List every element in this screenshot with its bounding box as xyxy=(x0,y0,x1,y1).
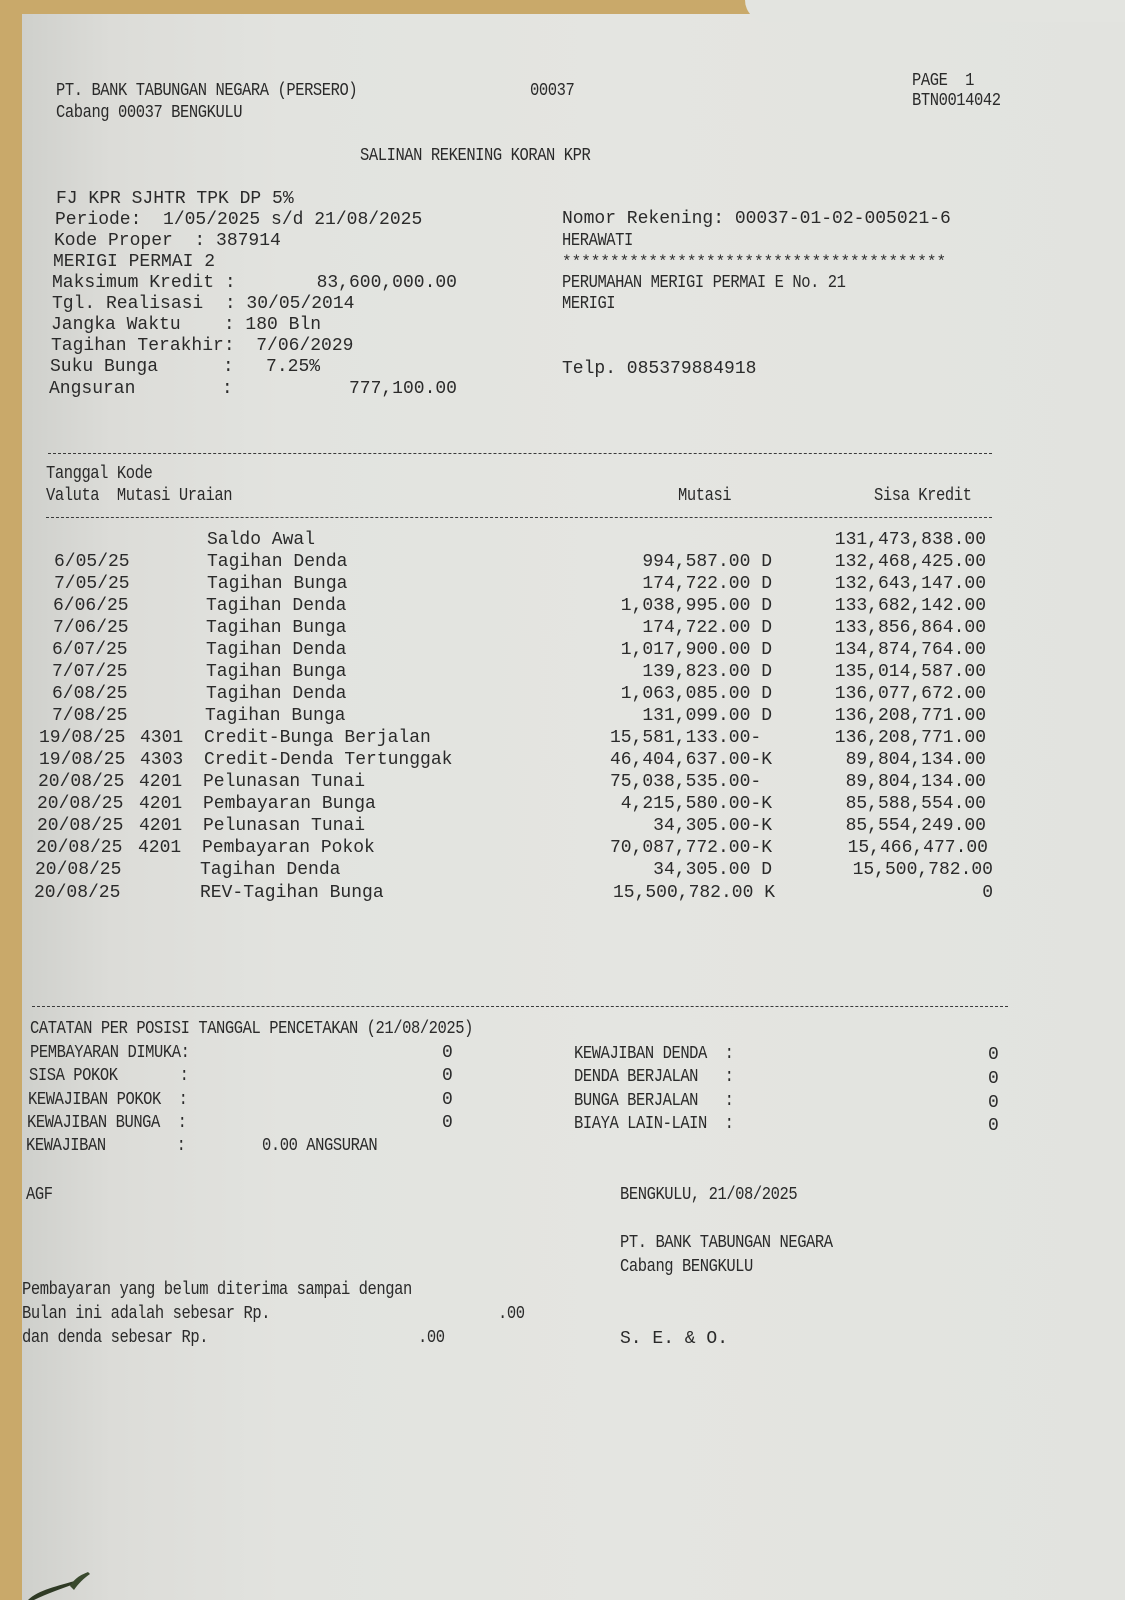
row-mutasi: 46,404,637.00-K xyxy=(609,750,772,770)
row-date: 20/08/25 xyxy=(36,838,123,858)
sisa-pokok-value: 0 xyxy=(442,1066,453,1086)
jangka-waktu: Jangka Waktu : 180 Bln xyxy=(51,315,322,335)
row-description: Tagihan Denda xyxy=(200,860,341,880)
maksimum-kredit-label: Maksimum Kredit : xyxy=(52,273,236,293)
table-row xyxy=(22,882,1125,904)
branch-code: 00037 xyxy=(530,81,575,101)
row-description: Tagihan Bunga xyxy=(205,706,346,726)
bank-name: PT. BANK TABUNGAN NEGARA (PERSERO) xyxy=(56,81,358,101)
divider-top xyxy=(48,453,992,454)
row-mutasi: 34,305.00 D xyxy=(653,860,772,880)
row-sisa-kredit: 136,208,771.00 xyxy=(834,706,986,726)
row-date: 7/08/25 xyxy=(52,706,128,726)
row-description: Credit-Bunga Berjalan xyxy=(204,728,431,748)
row-description: Tagihan Bunga xyxy=(207,574,348,594)
table-row xyxy=(22,815,1125,837)
telephone: Telp. 085379884918 xyxy=(562,359,757,379)
row-mutasi: 174,722.00 D xyxy=(642,618,772,638)
row-mutasi: 994,587.00 D xyxy=(642,552,772,572)
row-code: 4201 xyxy=(139,794,183,814)
pembayaran-dimuka-value: 0 xyxy=(442,1043,453,1063)
row-mutasi: 4,215,580.00-K xyxy=(620,794,772,814)
column-header-line-1: Tanggal Kode xyxy=(46,464,153,484)
row-date: 20/08/25 xyxy=(37,816,124,836)
row-date: 6/07/25 xyxy=(52,640,128,660)
row-sisa-kredit: 0 xyxy=(982,883,993,903)
row-mutasi: 1,038,995.00 D xyxy=(620,596,772,616)
note-line-1: Pembayaran yang belum diterima sampai dengan xyxy=(22,1280,412,1300)
kewajiban-pokok-label: KEWAJIBAN POKOK : xyxy=(28,1090,188,1110)
pembayaran-dimuka-label: PEMBAYARAN DIMUKA: xyxy=(30,1043,190,1063)
catatan-title: CATATAN PER POSISI TANGGAL PENCETAKAN (21/08/2025) xyxy=(30,1019,473,1039)
row-date: 20/08/25 xyxy=(37,794,124,814)
account-holder-name: HERAWATI xyxy=(562,231,633,251)
row-description: REV-Tagihan Bunga xyxy=(200,883,384,903)
note-line-2: Bulan ini adalah sebesar Rp. xyxy=(22,1304,271,1324)
row-date: 20/08/25 xyxy=(34,883,121,903)
row-mutasi: 131,099.00 D xyxy=(642,706,772,726)
biaya-lain-lain-value: 0 xyxy=(988,1116,999,1136)
kode-proper: Kode Proper : 387914 xyxy=(54,231,281,251)
row-date: 7/05/25 xyxy=(54,574,130,594)
row-description: Tagihan Denda xyxy=(206,640,347,660)
project-name: MERIGI PERMAI 2 xyxy=(53,252,216,272)
periode: Periode: 1/05/2025 s/d 21/08/2025 xyxy=(55,210,423,230)
row-sisa-kredit: 89,804,134.00 xyxy=(845,772,986,792)
denda-berjalan-label: DENDA BERJALAN : xyxy=(574,1067,734,1087)
page-number: PAGE 1 xyxy=(912,71,975,91)
divider-header xyxy=(46,517,992,518)
row-sisa-kredit: 15,466,477.00 xyxy=(847,838,988,858)
row-sisa-kredit: 136,208,771.00 xyxy=(834,728,986,748)
kewajiban-value: 0.00 ANGSURAN xyxy=(262,1136,378,1156)
row-sisa-kredit: 85,554,249.00 xyxy=(845,816,986,836)
row-description: Pembayaran Pokok xyxy=(202,838,375,858)
column-header-line-2: Valuta Mutasi Uraian xyxy=(46,486,233,506)
plant-leaf-icon xyxy=(18,1572,98,1600)
row-date: 20/08/25 xyxy=(35,860,122,880)
row-sisa-kredit: 132,468,425.00 xyxy=(834,552,986,572)
row-sisa-kredit: 134,874,764.00 xyxy=(834,640,986,660)
row-description: Tagihan Bunga xyxy=(206,618,347,638)
document-code: BTN0014042 xyxy=(912,91,1001,111)
row-sisa-kredit: 133,682,142.00 xyxy=(834,596,986,616)
row-sisa-kredit: 132,643,147.00 xyxy=(834,574,986,594)
row-description: Pelunasan Tunai xyxy=(203,772,366,792)
sisa-pokok-label: SISA POKOK : xyxy=(29,1066,189,1086)
table-row xyxy=(22,551,1125,573)
column-header-sisa-kredit: Sisa Kredit xyxy=(874,486,972,506)
table-row xyxy=(22,573,1125,595)
row-date: 7/07/25 xyxy=(52,662,128,682)
row-code: 4201 xyxy=(139,772,183,792)
table-row xyxy=(22,639,1125,661)
branch-name: Cabang 00037 BENGKULU xyxy=(56,103,243,123)
kewajiban-bunga-value: 0 xyxy=(442,1113,453,1133)
table-row xyxy=(22,595,1125,617)
row-sisa-kredit: 15,500,782.00 xyxy=(852,860,993,880)
kewajiban-bunga-label: KEWAJIBAN BUNGA : xyxy=(27,1113,187,1133)
row-description: Credit-Denda Tertunggak xyxy=(204,750,453,770)
address-line-2: MERIGI xyxy=(562,294,616,314)
table-row xyxy=(22,705,1125,727)
row-mutasi: 139,823.00 D xyxy=(642,662,772,682)
operator-code: AGF xyxy=(26,1185,53,1205)
table-row xyxy=(22,727,1125,749)
biaya-lain-lain-label: BIAYA LAIN-LAIN : xyxy=(574,1114,734,1134)
table-row xyxy=(22,837,1125,859)
masked-field: **************************************** xyxy=(562,253,947,271)
column-header-mutasi: Mutasi xyxy=(678,486,732,506)
angsuran-label: Angsuran : xyxy=(49,379,233,399)
table-row xyxy=(22,617,1125,639)
row-description: Tagihan Denda xyxy=(206,596,347,616)
divider-catatan xyxy=(32,1006,1008,1007)
row-mutasi: 1,017,900.00 D xyxy=(620,640,772,660)
note-line-3: dan denda sebesar Rp. xyxy=(22,1328,209,1348)
row-description: Pelunasan Tunai xyxy=(203,816,366,836)
table-row xyxy=(22,683,1125,705)
row-mutasi: 174,722.00 D xyxy=(642,574,772,594)
row-code: 4201 xyxy=(138,838,182,858)
bunga-berjalan-value: 0 xyxy=(988,1093,999,1113)
maksimum-kredit-value: 83,600,000.00 xyxy=(316,273,457,293)
document-title: SALINAN REKENING KORAN KPR xyxy=(360,146,591,166)
bunga-berjalan-label: BUNGA BERJALAN : xyxy=(574,1091,734,1111)
address-line-1: PERUMAHAN MERIGI PERMAI E No. 21 xyxy=(562,273,846,293)
kewajiban-pokok-value: 0 xyxy=(442,1090,453,1110)
place-date: BENGKULU, 21/08/2025 xyxy=(620,1185,798,1205)
row-mutasi: 70,087,772.00-K xyxy=(609,838,772,858)
row-mutasi: 34,305.00-K xyxy=(653,816,772,836)
table-row xyxy=(22,771,1125,793)
suku-bunga: Suku Bunga : 7.25% xyxy=(50,357,321,377)
kewajiban-label: KEWAJIBAN : xyxy=(26,1136,186,1156)
row-date: 19/08/25 xyxy=(39,750,126,770)
row-sisa-kredit: 133,856,864.00 xyxy=(834,618,986,638)
row-description: Pembayaran Bunga xyxy=(203,794,376,814)
denda-berjalan-value: 0 xyxy=(988,1069,999,1089)
table-row xyxy=(22,529,1125,551)
row-description: Saldo Awal xyxy=(207,530,316,550)
row-code: 4201 xyxy=(139,816,183,836)
table-row xyxy=(22,749,1125,771)
tagihan-terakhir: Tagihan Terakhir: 7/06/2029 xyxy=(51,336,354,356)
row-date: 6/08/25 xyxy=(52,684,128,704)
row-date: 19/08/25 xyxy=(39,728,126,748)
tgl-realisasi: Tgl. Realisasi : 30/05/2014 xyxy=(52,294,355,314)
table-row xyxy=(22,793,1125,815)
angsuran-value: 777,100.00 xyxy=(348,379,457,399)
row-description: Tagihan Denda xyxy=(206,684,347,704)
row-sisa-kredit: 85,588,554.00 xyxy=(845,794,986,814)
row-date: 7/06/25 xyxy=(53,618,129,638)
row-description: Tagihan Denda xyxy=(207,552,348,572)
row-sisa-kredit: 135,014,587.00 xyxy=(834,662,986,682)
row-sisa-kredit: 131,473,838.00 xyxy=(834,530,986,550)
row-date: 20/08/25 xyxy=(38,772,125,792)
nomor-rekening: Nomor Rekening: 00037-01-02-005021-6 xyxy=(562,209,951,229)
table-row xyxy=(22,661,1125,683)
row-mutasi: 15,581,133.00- xyxy=(609,728,772,748)
statement-paper xyxy=(22,14,1125,1600)
row-mutasi: 1,063,085.00 D xyxy=(620,684,772,704)
kewajiban-denda-value: 0 xyxy=(988,1045,999,1065)
row-sisa-kredit: 89,804,134.00 xyxy=(845,750,986,770)
note-line-3-value: .00 xyxy=(418,1328,445,1348)
row-description: Tagihan Bunga xyxy=(206,662,347,682)
row-mutasi: 75,038,535.00- xyxy=(609,772,772,792)
note-line-2-value: .00 xyxy=(498,1304,525,1324)
row-code: 4301 xyxy=(140,728,184,748)
row-date: 6/06/25 xyxy=(53,596,129,616)
errors-omissions-note: S. E. & O. xyxy=(620,1329,729,1349)
product-name: FJ KPR SJHTR TPK DP 5% xyxy=(56,189,294,209)
row-code: 4303 xyxy=(140,750,184,770)
row-date: 6/05/25 xyxy=(54,552,130,572)
signer-branch: Cabang BENGKULU xyxy=(620,1257,753,1277)
kewajiban-denda-label: KEWAJIBAN DENDA : xyxy=(574,1044,734,1064)
row-mutasi: 15,500,782.00 K xyxy=(612,883,775,903)
table-row xyxy=(22,859,1125,881)
signer-bank: PT. BANK TABUNGAN NEGARA xyxy=(620,1233,833,1253)
row-sisa-kredit: 136,077,672.00 xyxy=(834,684,986,704)
